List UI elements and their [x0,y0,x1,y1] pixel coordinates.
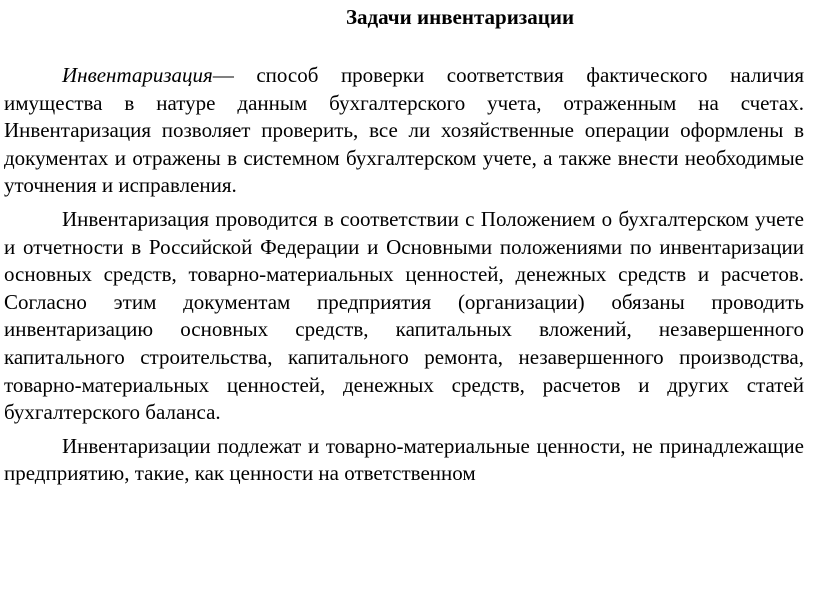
page-title: Задачи инвентаризации [345,5,575,29]
document-body [4,62,804,494]
paragraph-regulation: Инвентаризация проводится в соответствии с Положением о бухгалтерском учете и отчетности в Российской Федерации и Основными положениями по инвентаризации основных средств, товарно-материальных ценностей, денежных средств и расчетов. Согласно этим документам предприятия (организации) обязаны проводить инвентаризацию основных средств, капитальных вложений, незавершенного капитального строительства, капитального ремонта, незавершенного производства, товарно-материальных ценностей, денежных средств, расчетов и других статей бухгалтерского баланса. [4,206,804,425]
definition-text: — способ проверки соответствия фактического наличия имущества в натуре данным бухгалтерского учета, отраженным на счетах. Инвентаризация позволяет проверить, все ли хозяйственные операции оформлены в документах и отражены в системном бухгалтерском учете, а также внести необходимые уточнения и исправления. [4,63,804,198]
defined-term: Инвентаризация [62,63,213,87]
document-page [4,0,804,591]
paragraph-subject: Инвентаризации подлежат и товарно-материальные ценности, не принадлежащие предприятию, такие, как ценности на ответственном [4,433,804,486]
paragraph-definition [4,62,804,200]
